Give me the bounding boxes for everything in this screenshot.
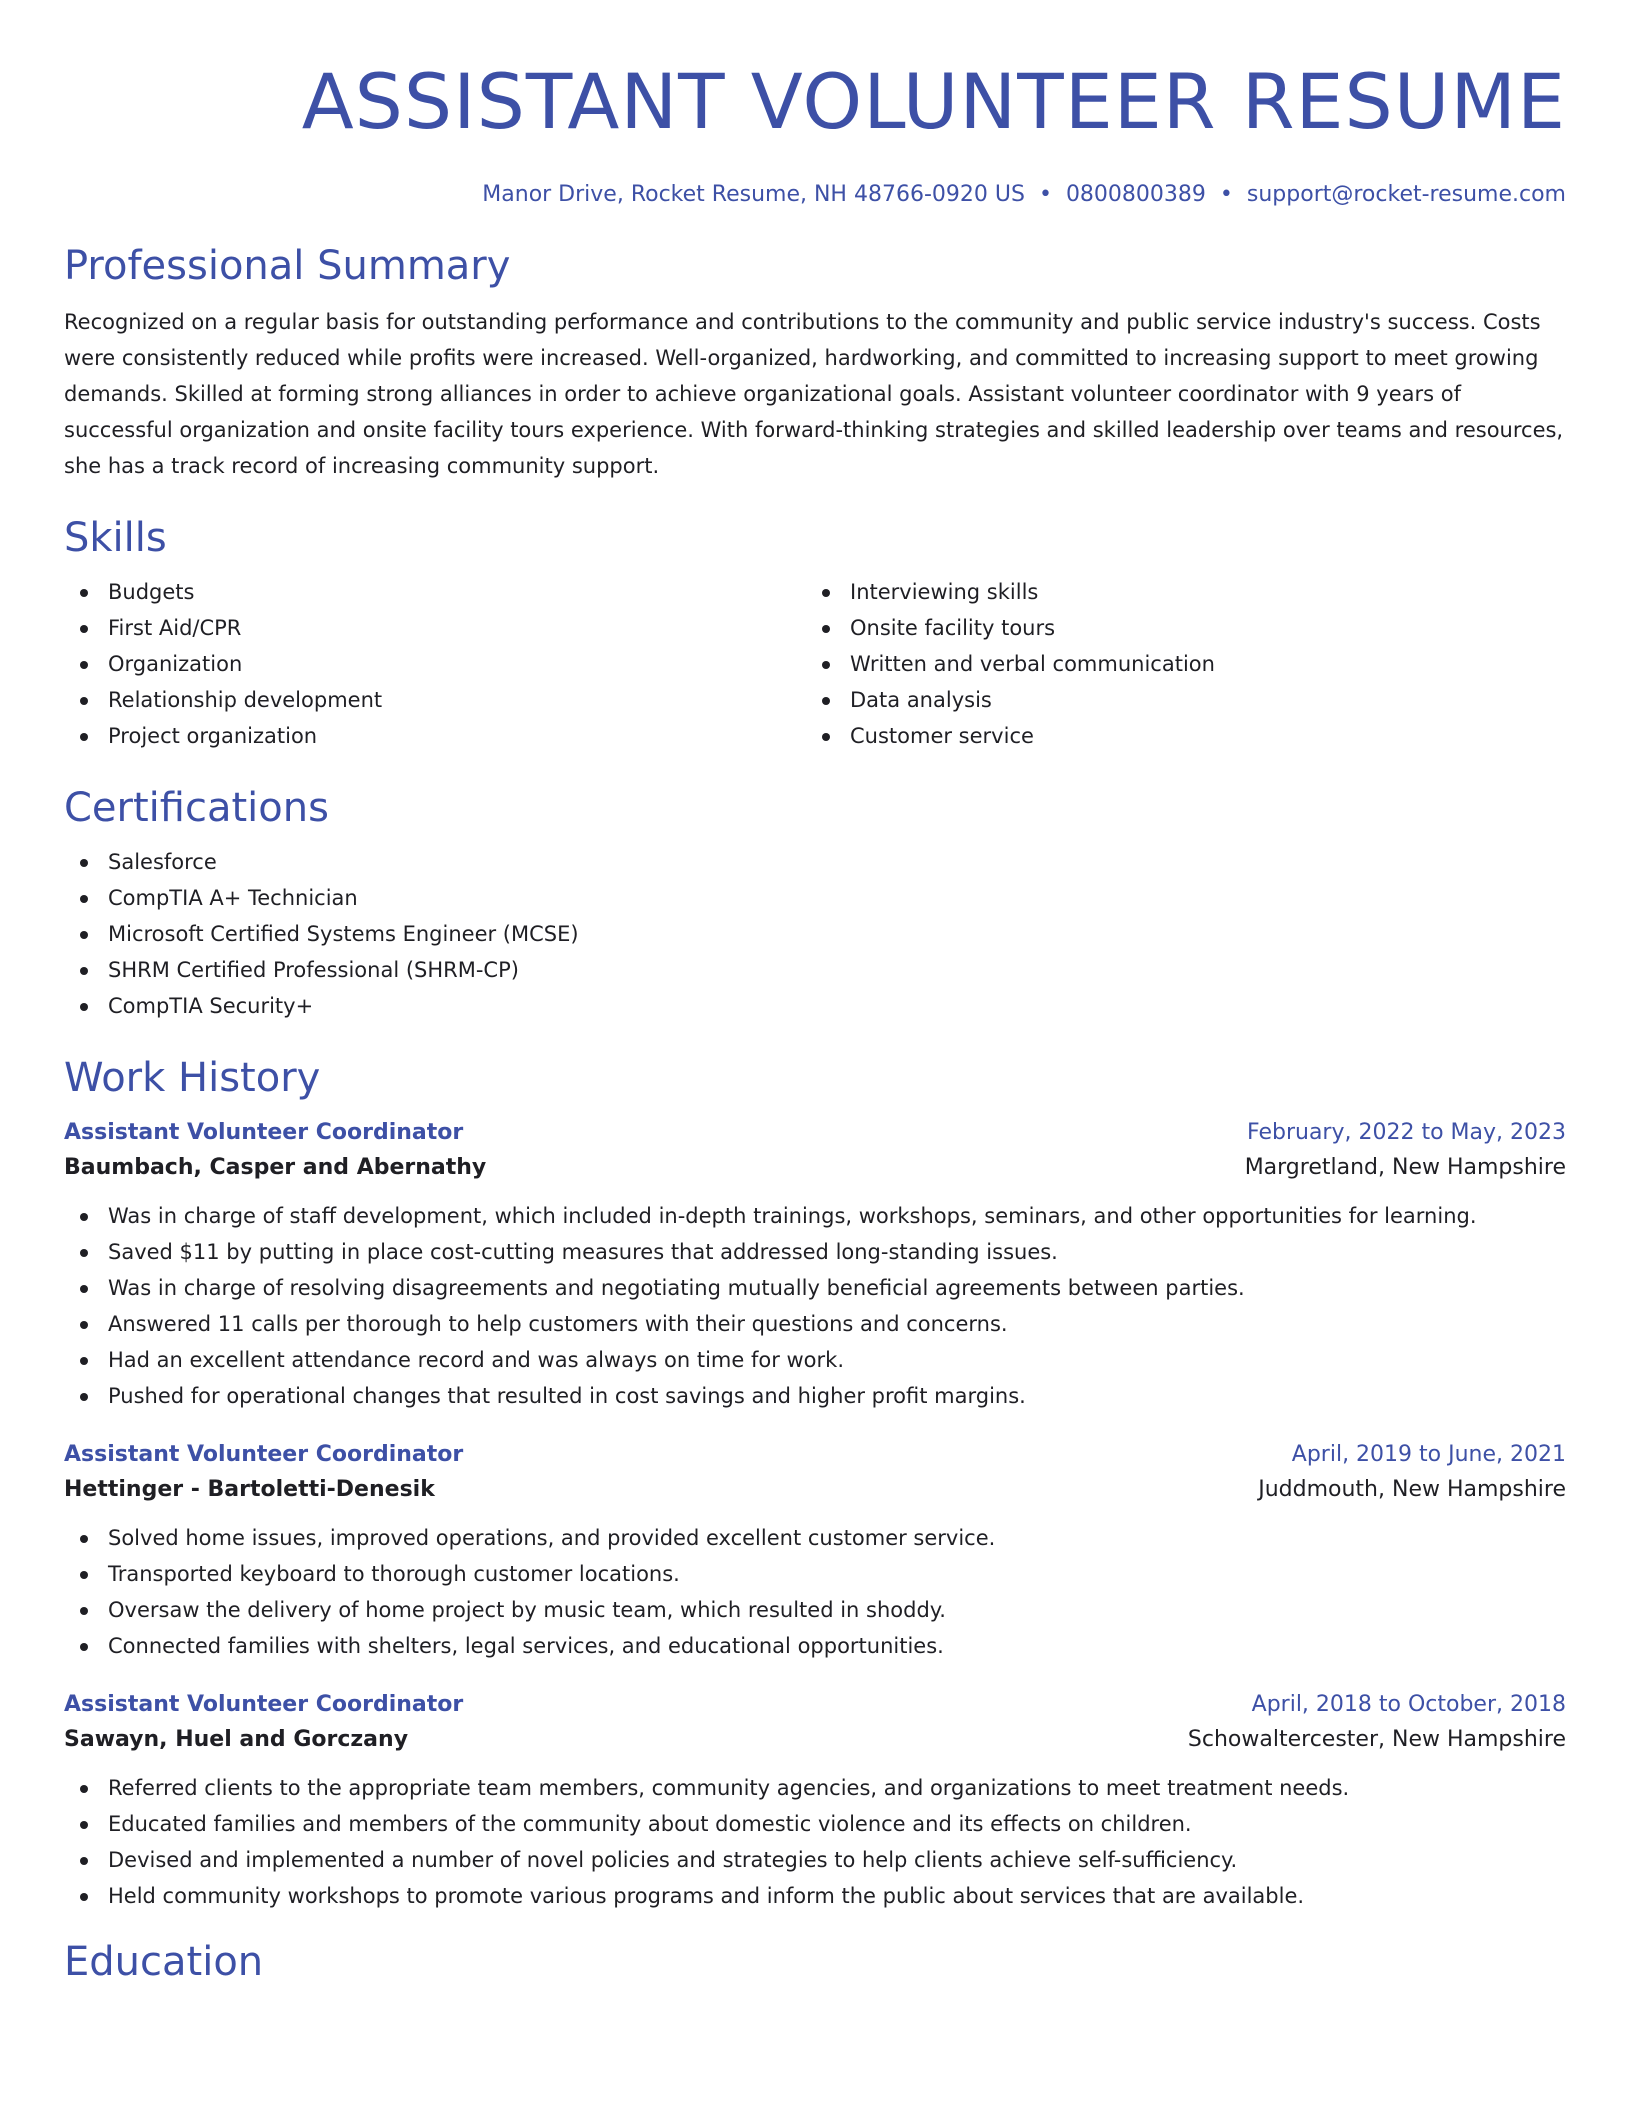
job-location: Juddmouth, New Hampshire bbox=[1258, 1477, 1566, 1502]
job-entry bbox=[64, 1440, 1566, 1664]
job-bullets bbox=[64, 1520, 1566, 1664]
summary-heading: Professional Summary bbox=[64, 243, 511, 289]
skills-column-left bbox=[64, 574, 806, 754]
skill-item: Budgets bbox=[64, 574, 806, 610]
job-company: Baumbach, Casper and Abernathy bbox=[64, 1155, 487, 1180]
skills-column-right bbox=[806, 574, 1548, 754]
job-bullet: Transported keyboard to thorough customer locations. bbox=[64, 1556, 1566, 1592]
skills-heading: Skills bbox=[64, 515, 167, 561]
certification-item: Salesforce bbox=[64, 844, 1566, 880]
certification-item: SHRM Certified Professional (SHRM-CP) bbox=[64, 952, 1566, 988]
job-title: Assistant Volunteer Coordinator bbox=[64, 1120, 464, 1145]
job-location: Schowaltercester, New Hampshire bbox=[1187, 1727, 1566, 1752]
job-dates: April, 2018 to October, 2018 bbox=[1251, 1692, 1566, 1717]
contact-line bbox=[64, 180, 1566, 210]
job-bullet: Answered 11 calls per thorough to help customers with their questions and concerns. bbox=[64, 1306, 1566, 1342]
job-location: Margretland, New Hampshire bbox=[1244, 1155, 1566, 1180]
job-company: Hettinger - Bartoletti-Denesik bbox=[64, 1477, 435, 1502]
job-bullet: Saved $11 by putting in place cost-cutting measures that addressed long-standing issues. bbox=[64, 1234, 1566, 1270]
resume-title: ASSISTANT VOLUNTEER RESUME bbox=[301, 57, 1566, 146]
job-bullet: Was in charge of resolving disagreements and negotiating mutually beneficial agreements between parties. bbox=[64, 1270, 1566, 1306]
certifications-heading: Certifications bbox=[64, 785, 329, 831]
job-bullet: Pushed for operational changes that resulted in cost savings and higher profit margins. bbox=[64, 1378, 1566, 1414]
job-dates: April, 2019 to June, 2021 bbox=[1291, 1442, 1566, 1467]
skills-list bbox=[64, 574, 1566, 754]
certification-item: CompTIA A+ Technician bbox=[64, 880, 1566, 916]
job-bullet: Devised and implemented a number of novel policies and strategies to help clients achieve self-sufficiency. bbox=[64, 1842, 1566, 1878]
skill-item: Data analysis bbox=[806, 682, 1548, 718]
job-company: Sawayn, Huel and Gorczany bbox=[64, 1727, 409, 1752]
skill-item: Onsite facility tours bbox=[806, 610, 1548, 646]
certifications-list bbox=[64, 844, 1566, 1024]
job-subheader bbox=[64, 1148, 1566, 1188]
contact-email[interactable]: support@rocket-resume.com bbox=[1246, 182, 1566, 207]
skill-item: Relationship development bbox=[64, 682, 806, 718]
certification-item: CompTIA Security+ bbox=[64, 988, 1566, 1024]
skill-item: Interviewing skills bbox=[806, 574, 1548, 610]
work-history-heading: Work History bbox=[64, 1055, 321, 1101]
job-header bbox=[64, 1440, 1566, 1470]
skill-item: First Aid/CPR bbox=[64, 610, 806, 646]
job-bullets bbox=[64, 1770, 1566, 1914]
job-bullet: Referred clients to the appropriate team members, community agencies, and organizations to meet treatment needs. bbox=[64, 1770, 1566, 1806]
summary-text: Recognized on a regular basis for outstanding performance and contributions to the community and public service industry's success. Costs were consistently reduced while profits were increased. Well-organized, hardworking, and committed to increasing support to meet growing demands. Skilled at forming strong alliances in order to achieve organizational goals. Assistant volunteer coordinator with 9 years of successful organization and onsite facility tours experience. With forward-thinking strategies and skilled leadership over teams and resources, she has a track record of increasing community support. bbox=[64, 310, 1564, 478]
job-dates: February, 2022 to May, 2023 bbox=[1247, 1120, 1566, 1145]
contact-separator: • bbox=[1038, 182, 1052, 207]
job-bullet: Had an excellent attendance record and was always on time for work. bbox=[64, 1342, 1566, 1378]
job-bullet: Held community workshops to promote various programs and inform the public about services that are available. bbox=[64, 1878, 1566, 1914]
skill-item: Customer service bbox=[806, 718, 1548, 754]
certification-item: Microsoft Certified Systems Engineer (MCSE) bbox=[64, 916, 1566, 952]
job-entry bbox=[64, 1118, 1566, 1414]
job-header bbox=[64, 1690, 1566, 1720]
contact-phone: 0800800389 bbox=[1065, 182, 1206, 207]
job-bullets bbox=[64, 1198, 1566, 1414]
job-subheader bbox=[64, 1470, 1566, 1510]
skill-item: Organization bbox=[64, 646, 806, 682]
job-bullet: Solved home issues, improved operations, and provided excellent customer service. bbox=[64, 1520, 1566, 1556]
education-heading: Education bbox=[64, 1939, 264, 1985]
job-bullet: Connected families with shelters, legal services, and educational opportunities. bbox=[64, 1628, 1566, 1664]
job-title: Assistant Volunteer Coordinator bbox=[64, 1692, 464, 1717]
contact-address: Manor Drive, Rocket Resume, NH 48766-0920 US bbox=[482, 182, 1025, 207]
job-bullet: Educated families and members of the community about domestic violence and its effects on children. bbox=[64, 1806, 1566, 1842]
job-entry bbox=[64, 1690, 1566, 1914]
job-subheader bbox=[64, 1720, 1566, 1760]
job-title: Assistant Volunteer Coordinator bbox=[64, 1442, 464, 1467]
resume-page bbox=[64, 0, 1566, 1988]
skill-item: Project organization bbox=[64, 718, 806, 754]
job-header bbox=[64, 1118, 1566, 1148]
job-bullet: Oversaw the delivery of home project by music team, which resulted in shoddy. bbox=[64, 1592, 1566, 1628]
contact-separator: • bbox=[1219, 182, 1233, 207]
job-bullet: Was in charge of staff development, which included in-depth trainings, workshops, seminars, and other opportunities for learning. bbox=[64, 1198, 1566, 1234]
skill-item: Written and verbal communication bbox=[806, 646, 1548, 682]
